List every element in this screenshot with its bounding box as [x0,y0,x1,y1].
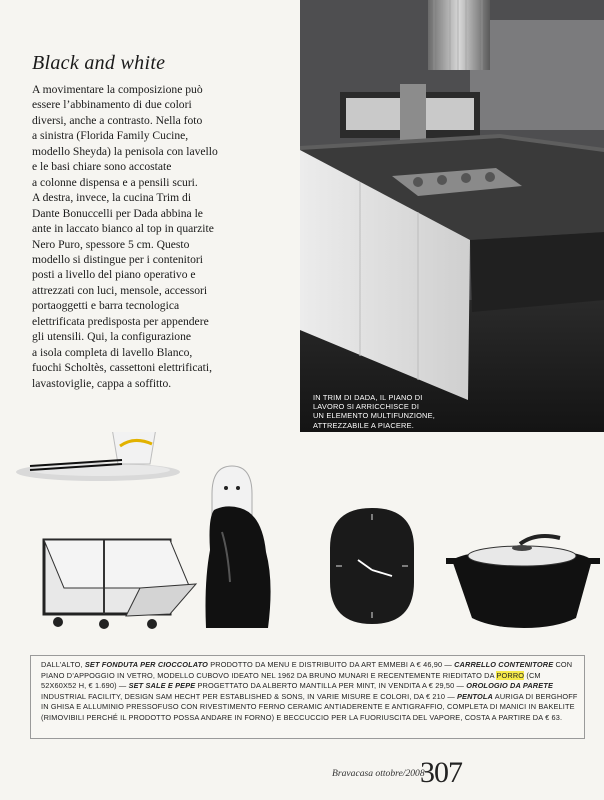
photo-caption-line: IN TRIM DI DADA, IL PIANO DI [313,393,423,402]
caption-segment: IN GHISA E ALLUMINIO PRESSOFUSO CON RIVESTIMENTO FERNO CERAMIC ANTIADERENTE E ANTIGRAFFIO, COMPLETA DI MANICI IN BAKELITE [41,702,575,712]
product-name: OROLOGIO DA PARETE [466,681,553,691]
article-line: A destra, invece, la cucina Trim di [32,191,192,205]
pot-image [446,536,600,628]
caption-segment: INDUSTRIAL FACILITY, DESIGN SAM HECHT PER ESTABLISHED & SONS, IN VARIE MISURE E COLORI, DA € 210 — [41,691,457,701]
salt-pepper-image [206,466,271,628]
article-line: a sinistra (Florida Family Cucine, [32,129,189,143]
products-caption-text [41,660,577,724]
products-caption-line [41,692,577,703]
photo-caption-line: UN ELEMENTO MULTIFUNZIONE, [313,411,435,421]
wall-clock-image [330,508,414,624]
article-line: lavastoviglie, cappa a soffitto. [32,376,172,390]
article-line: elettrificata predisposta per appendere [32,314,209,328]
product-name: CARRELLO CONTENITORE [454,660,554,669]
products-caption-line [41,702,577,713]
caption-segment: DALL’ALTO, [41,660,85,669]
article-line: fuochi Scholtès, cassettoni elettrificati, [32,361,212,375]
caption-segment: AURIGA DI BERGHOFF [493,691,578,701]
caption-segment: CON [553,660,573,669]
article-line: gli utensili. Qui, la configurazione [32,330,192,344]
kitchen-photo [300,0,604,432]
article-line: A movimentare la composizione può [32,83,203,96]
magazine-footer: Bravacasa ottobre/2008 [332,768,425,779]
page-number: 307 [420,756,462,789]
article-line: Nero Puro, spessore 5 cm. Questo [32,237,190,251]
caption-segment: PIANO D’APPOGGIO IN VETRO, MODELLO CUBOVO IDEATO NEL 1962 DA BRUNO MUNARI E RECENTEMENTE RIEDITATO DA [41,670,497,680]
article-line: Dante Bonuccelli per Dada abbina le [32,206,203,220]
photo-caption [313,393,473,430]
article-line: attrezzati con luci, mensole, accessori [32,283,208,297]
products-caption-line [41,671,577,682]
article-line: e le basi chiare sono accostate [32,160,172,174]
caption-segment: (CM [524,670,541,680]
products-illustration [0,432,604,654]
article-line: modello si distingue per i contenitori [32,252,203,266]
caption-segment: (RIMOVIBILI PERCHÉ IL PRODOTTO POSSA ANDARE IN FORNO) E BECCUCCIO PER LA FUORIUSCITA DEL VAPORE, COSTA A PARTIRE DA € 63. [41,712,563,722]
caption-segment: 52X60X52 H, € 1.690) — [41,681,129,691]
kitchen-illustration [300,0,604,432]
article-line: diversi, anche a contrasto. Nella foto [32,113,203,127]
article-line: a colonne dispensa e a pensili scuri. [32,175,198,189]
caption-segment: PRODOTTO DA MENU E DISTRIBUITO DA ART EMMEBI A € 46,90 — [208,660,455,669]
fondue-set-image [16,432,180,481]
photo-caption-line: LAVORO SI ARRICCHISCE DI [313,402,420,412]
article-line: a isola completa di lavello Blanco, [32,345,193,359]
article-body [32,82,298,391]
trolley-image [44,540,196,629]
product-name: SET FONDUTA PER CIOCCOLATO [84,660,209,669]
product-name: PENTOLA [457,691,494,701]
article-line: essere l’abbinamento di due colori [32,98,192,112]
products-caption-box [30,655,585,739]
article-line: modello Sheyda) la penisola con lavello [32,144,218,158]
highlighted-brand: PORRO [496,670,525,680]
article-line: posti a livello del piano operativo e [32,268,196,282]
caption-segment: PROGETTATO DA ALBERTO MANTILLA PER MINT, IN VENDITA A € 29,50 — [195,681,467,691]
product-name: SET SALE E PEPE [128,681,196,691]
article-line: portaoggetti e barra tecnologica [32,299,180,313]
products-caption-line [41,681,577,692]
products-caption-line [41,713,577,724]
article-heading: Black and white [32,52,166,74]
photo-caption-line: ATTREZZABILE A PIACERE. [313,420,414,430]
article-line: ante in laccato bianco al top in quarzite [32,222,214,236]
products-caption-line [41,660,577,671]
